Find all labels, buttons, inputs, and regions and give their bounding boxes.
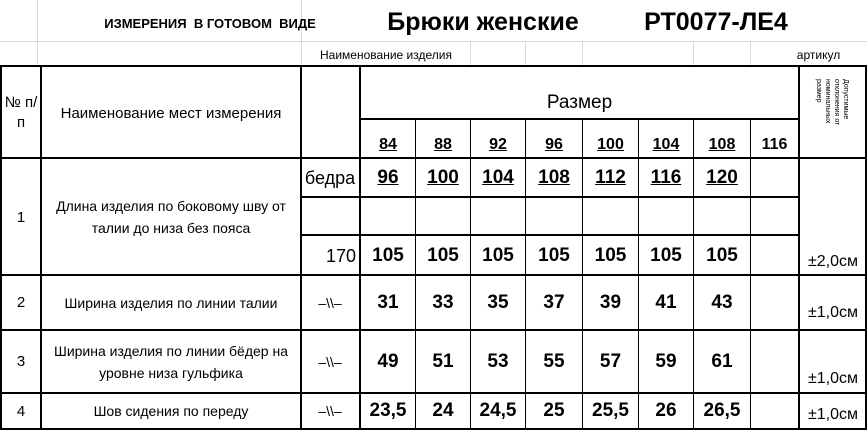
hips-112: 112 [595,167,626,188]
hips-120: 120 [706,167,738,188]
row-3-tolerance: ±1,0см [807,370,859,387]
row-2-value: 37 [543,291,565,313]
row-3-value: 59 [655,350,677,372]
hips-label: бедра [304,167,356,188]
row-4-value: 26,5 [703,400,741,421]
row-2-value: 41 [655,291,677,313]
hips-96: 96 [377,167,399,188]
size-100: 100 [597,136,624,153]
row-1-value: 105 [482,245,514,266]
product-title: Брюки женские [387,7,579,36]
row-1-value: 105 [538,245,570,266]
row-3-number: 3 [16,353,26,370]
row-1-value: 105 [706,245,738,266]
row-1-name: Длина изделия по боковому шву от талии до низа без пояса [56,198,286,236]
row-3-value: 57 [599,350,622,372]
row-4-value: 25 [543,400,565,421]
row-2-value: 33 [432,291,454,313]
grid-line [470,42,471,66]
size-108: 108 [708,136,736,153]
row-4-value: 23,5 [369,400,407,421]
row-2-mark: –\\– [318,294,342,311]
row-1-value: 105 [650,245,682,266]
row-2-tolerance: ±1,0см [807,304,859,321]
size-116: 116 [761,136,788,153]
row-number-header: № п/п [4,94,38,131]
document-caption: ИЗМЕРЕНИЯ В ГОТОВОМ ВИДЕ [104,15,316,31]
row-3-value: 61 [711,350,733,372]
row-1-mark: 170 [325,245,356,266]
grid-line [525,42,526,66]
row-2-value: 39 [599,291,622,313]
row-4-tolerance: ±1,0см [807,406,859,423]
row-4-value: 25,5 [592,400,629,421]
row-4-value: 26 [655,400,677,421]
row-4-mark: –\\– [318,403,342,419]
row-1-value: 105 [372,245,404,266]
row-3-value: 55 [543,350,565,372]
tolerance-header [800,67,864,155]
hips-104: 104 [482,167,514,188]
row-1-value: 105 [427,245,459,266]
row-2-value: 43 [711,291,733,313]
row-2-number: 2 [16,294,26,311]
hips-100: 100 [427,167,459,188]
measurement-place-header: Наименование мест измерения [60,104,282,122]
row-1-tolerance: ±2,0см [807,253,859,270]
row-2-value: 31 [377,291,399,313]
row-3-value: 49 [377,350,399,372]
row-1-number: 1 [16,208,26,226]
row-2-name: Ширина изделия по линии талии [64,294,278,311]
size-84: 84 [379,136,397,153]
article-label: артикул [796,48,841,62]
size-92: 92 [489,136,507,153]
row-3-value: 53 [487,350,509,372]
hips-108: 108 [538,167,570,188]
row-3-mark: –\\– [318,353,342,370]
row-1-value: 105 [594,245,627,266]
grid-line [693,42,694,66]
hips-116: 116 [650,167,682,188]
size-96: 96 [545,136,563,153]
row-4-name: Шов сидения по переду [93,403,249,419]
product-name-label: Наименование изделия [320,48,452,62]
row-2-value: 35 [487,291,509,313]
row-4-value: 24 [432,400,454,421]
grid-line [582,42,583,66]
size-header: Размер [546,92,613,113]
grid-line [37,0,38,66]
size-88: 88 [434,136,452,153]
grid-line [750,42,751,66]
row-3-value: 51 [432,350,454,372]
row-3-name: Ширина изделия по линии бёдер на уровне низа гульфика [53,342,288,381]
row-4-number: 4 [16,402,26,420]
product-code: РТ0077-ЛЕ4 [644,7,788,36]
tolerance-header-text: Допустимые отклонения от номинальных размер [815,79,849,126]
size-104: 104 [652,136,680,153]
row-4-value: 24,5 [479,400,517,421]
